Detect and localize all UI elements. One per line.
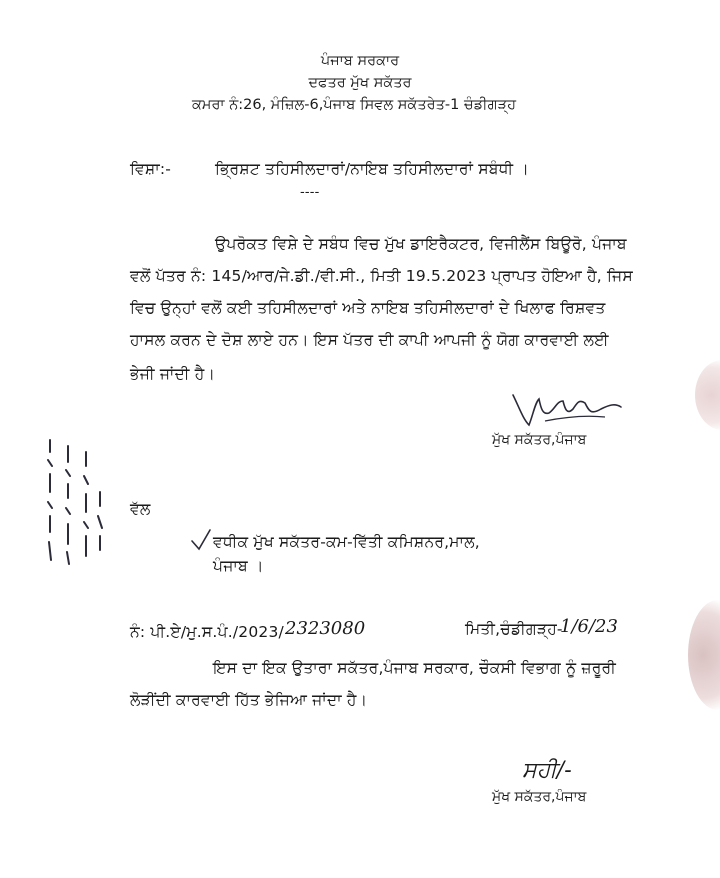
header-address: ਕਮਰਾ ਨੰ:26, ਮੰਜ਼ਿਲ-6,ਪੰਜਾਬ ਸਿਵਲ ਸਕੱਤਰੇਤ-1 ਚੰਡੀਗੜ੍ਹ: [192, 97, 516, 113]
header-office: ਦਫਤਰ ਮੁੱਖ ਸਕੱਤਰ: [308, 75, 412, 91]
body-line: ਉਪਰੋਕਤ ਵਿਸ਼ੇ ਦੇ ਸਬੰਧ ਵਿਚ ਮੁੱਖ ਡਾਇਰੈਕਟਰ, ਵਿਜੀਲੈਂਸ ਬਿਊਰੋ, ਪੰਜਾਬ: [215, 235, 627, 253]
subject-dashes: ----: [300, 185, 320, 200]
to-label: ਵੱਲ: [130, 500, 151, 518]
body-line: ਭੇਜੀ ਜਾਂਦੀ ਹੈ।: [130, 365, 216, 383]
copy-line: ਲੋੜੀਂਦੀ ਕਾਰਵਾਈ ਹਿੱਤ ਭੇਜਿਆ ਜਾਂਦਾ ਹੈ।: [130, 691, 368, 709]
date-label: ਮਿਤੀ,ਚੰਡੀਗੜ੍ਹ-: [465, 620, 563, 638]
header-government: ਪੰਜਾਬ ਸਰਕਾਰ: [320, 53, 400, 69]
handwritten-signature: [505, 385, 625, 435]
edge-shadow: [695, 360, 720, 430]
reference-number-label: ਨੰ: ਪੀ.ਏ/ਮੁ.ਸ.ਪੰ./2023/: [130, 623, 284, 641]
handwritten-sahi: ਸਹੀ/-: [522, 758, 572, 783]
body-line: ਵਲੋਂ ਪੱਤਰ ਨੰ: 145/ਆਰ/ਜੇ.ਡੀ./ਵੀ.ਸੀ., ਮਿਤੀ 19.5.2023 ਪ੍ਰਾਪਤ ਹੋਇਆ ਹੈ, ਜਿਸ: [130, 267, 633, 285]
signatory-title: ਮੁੱਖ ਸਕੱਤਰ,ਪੰਜਾਬ: [492, 432, 587, 448]
copy-line: ਇਸ ਦਾ ਇਕ ਉਤਾਰਾ ਸਕੱਤਰ,ਪੰਜਾਬ ਸਰਕਾਰ, ਚੌਕਸੀ ਵਿਭਾਗ ਨੂੰ ਜ਼ਰੂਰੀ: [213, 659, 617, 677]
subject-label: ਵਿਸ਼ਾ:-: [130, 160, 172, 178]
body-line: ਵਿਚ ਉਨ੍ਹਾਂ ਵਲੋਂ ਕਈ ਤਹਿਸੀਲਦਾਰਾਂ ਅਤੇ ਨਾਇਬ ਤਹਿਸੀਲਦਾਰਾਂ ਦੇ ਖਿਲਾਫ ਰਿਸ਼ਵਤ: [130, 299, 606, 317]
reference-number-handwritten: 2323080: [285, 618, 366, 639]
check-mark: [190, 527, 212, 553]
addressee-line: ਵਧੀਕ ਮੁੱਖ ਸਕੱਤਰ-ਕਮ-ਵਿੱਤੀ ਕਮਿਸ਼ਨਰ,ਮਾਲ,: [213, 533, 480, 551]
date-handwritten: 1/6/23: [560, 616, 618, 637]
margin-notes-handwriting: [38, 432, 108, 572]
body-line: ਹਾਸਲ ਕਰਨ ਦੇ ਦੋਸ਼ ਲਾਏ ਹਨ। ਇਸ ਪੱਤਰ ਦੀ ਕਾਪੀ ਆਪਜੀ ਨੂੰ ਯੋਗ ਕਾਰਵਾਈ ਲਈ: [130, 331, 609, 349]
subject-text: ਭ੍ਰਿਸ਼ਟ ਤਹਿਸੀਲਦਾਰਾਂ/ਨਾਇਬ ਤਹਿਸੀਲਦਾਰਾਂ ਸਬੰਧੀ ।: [215, 160, 529, 178]
addressee-line: ਪੰਜਾਬ ।: [213, 557, 264, 575]
edge-shadow: [688, 600, 720, 710]
signatory-title: ਮੁੱਖ ਸਕੱਤਰ,ਪੰਜਾਬ: [492, 789, 587, 805]
